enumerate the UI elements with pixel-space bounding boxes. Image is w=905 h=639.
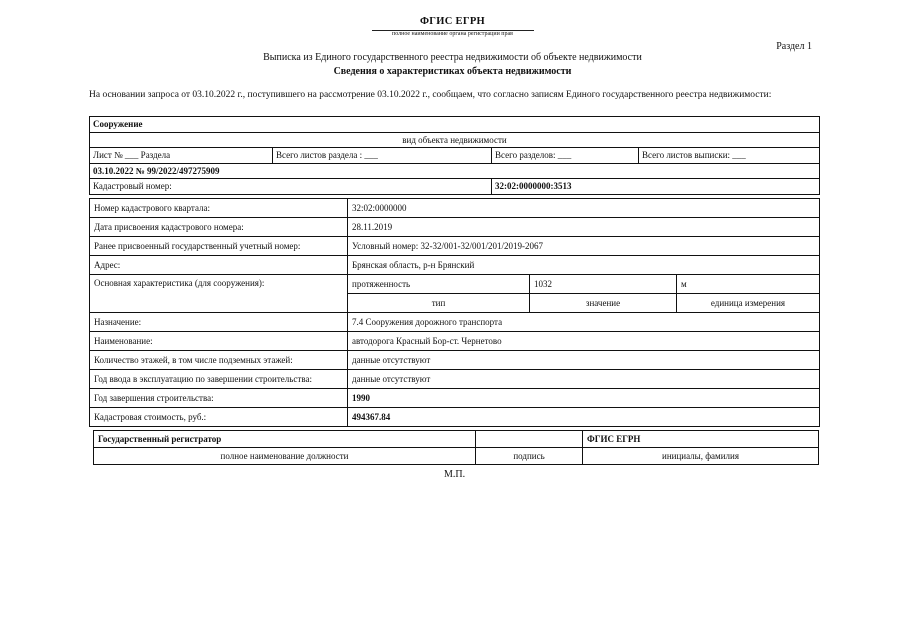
year-built-value: 1990 <box>348 389 820 408</box>
document-subtitle: Сведения о характеристиках объекта недвижимости <box>333 66 572 77</box>
document-title: Выписка из Единого государственного реестра недвижимости об объекте недвижимости <box>263 52 642 63</box>
sheets-total: Всего листов выписки: ___ <box>639 148 820 164</box>
characteristics-table <box>89 198 820 427</box>
registrar-org: ФГИС ЕГРН <box>583 431 819 448</box>
characteristic-value-caption: значение <box>530 294 677 313</box>
previous-number-value: Условный номер: 32-32/001-32/001/201/2019-2067 <box>348 237 820 256</box>
name-value: автодорога Красный Бор-ст. Чернетово <box>348 332 820 351</box>
stamp-place: М.П. <box>444 469 466 480</box>
quarter-label: Номер кадастрового квартала: <box>90 199 348 218</box>
intro-paragraph: На основании запроса от 03.10.2022 г., поступившего на рассмотрение 03.10.2022 г., сообщаем, что согласно записям Единого государственного реестра недвижимости: <box>89 90 772 100</box>
floors-value: данные отсутствуют <box>348 351 820 370</box>
floors-label: Количество этажей, в том числе подземных этажей: <box>90 351 348 370</box>
signature-cell <box>476 431 583 448</box>
cadastral-number-label: Кадастровый номер: <box>90 179 492 195</box>
address-value: Брянская область, р-н Брянский <box>348 256 820 275</box>
sheets-in-section: Всего листов раздела : ___ <box>273 148 492 164</box>
object-header-table <box>89 116 820 195</box>
year-built-label: Год завершения строительства: <box>90 389 348 408</box>
purpose-value: 7.4 Сооружения дорожного транспорта <box>348 313 820 332</box>
request-number: 03.10.2022 № 99/2022/497275909 <box>90 163 820 179</box>
characteristic-type-caption: тип <box>348 294 530 313</box>
signature-table <box>93 430 819 465</box>
name-label: Наименование: <box>90 332 348 351</box>
sheet-number: Лист № ___ Раздела <box>90 148 273 164</box>
date-value: 28.11.2019 <box>348 218 820 237</box>
object-type-caption: вид объекта недвижимости <box>90 132 820 148</box>
main-characteristic-label: Основная характеристика (для сооружения): <box>90 275 348 313</box>
quarter-value: 32:02:0000000 <box>348 199 820 218</box>
year-operation-value: данные отсутствуют <box>348 370 820 389</box>
section-label: Раздел 1 <box>776 41 812 52</box>
cost-label: Кадастровая стоимость, руб.: <box>90 408 348 427</box>
object-type: Сооружение <box>90 117 820 133</box>
position-caption: полное наименование должности <box>94 448 476 465</box>
year-operation-label: Год ввода в эксплуатацию по завершении строительства: <box>90 370 348 389</box>
signature-caption: подпись <box>476 448 583 465</box>
cadastral-number-value: 32:02:0000000:3513 <box>492 179 820 195</box>
issuing-authority-caption: полное наименование органа регистрации прав <box>391 31 514 37</box>
characteristic-unit: м <box>677 275 820 294</box>
address-label: Адрес: <box>90 256 348 275</box>
issuing-authority: ФГИС ЕГРН <box>419 16 486 27</box>
characteristic-type: протяженность <box>348 275 530 294</box>
date-label: Дата присвоения кадастрового номера: <box>90 218 348 237</box>
purpose-label: Назначение: <box>90 313 348 332</box>
previous-number-label: Ранее присвоенный государственный учетный номер: <box>90 237 348 256</box>
sections-total: Всего разделов: ___ <box>492 148 639 164</box>
characteristic-unit-caption: единица измерения <box>677 294 820 313</box>
registrar-position: Государственный регистратор <box>94 431 476 448</box>
name-caption: инициалы, фамилия <box>583 448 819 465</box>
characteristic-value: 1032 <box>530 275 677 294</box>
cost-value: 494367.84 <box>348 408 820 427</box>
